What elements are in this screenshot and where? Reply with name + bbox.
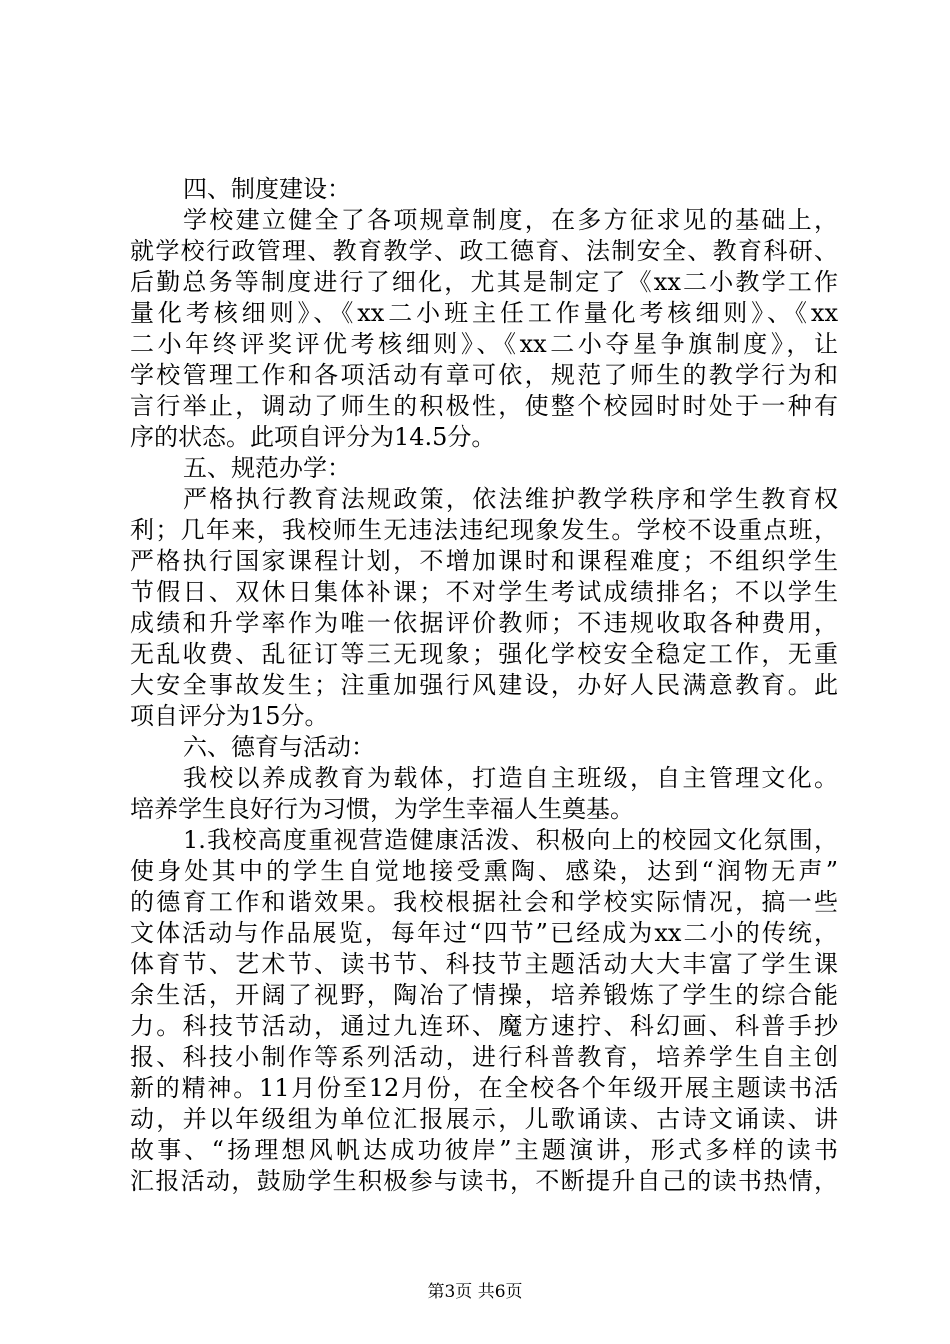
text-line: 使身处其中的学生自觉地接受熏陶、感染，达到“润物无声” <box>130 857 838 885</box>
text-line: 严格执行教育法规政策，依法维护教学秩序和学生教育权 <box>183 485 838 513</box>
document-body <box>130 174 838 1197</box>
page-footer <box>0 1282 950 1302</box>
text-line: 1.我校高度重视营造健康活泼、积极向上的校园文化氛围， <box>183 826 838 854</box>
text-line: 项自评分为15分。 <box>130 702 329 730</box>
text-line: 动，并以年级组为单位汇报展示，儿歌诵读、古诗文诵读、讲 <box>130 1105 838 1133</box>
text-line: 余生活，开阔了视野，陶冶了情操，培养锻炼了学生的综合能 <box>130 981 838 1009</box>
text-line: 成绩和升学率作为唯一依据评价教师；不违规收取各种费用， <box>130 609 838 637</box>
text-line: 培养学生良好行为习惯，为学生幸福人生奠基。 <box>130 795 634 823</box>
text-line: 学校建立健全了各项规章制度，在多方征求见的基础上， <box>183 206 838 234</box>
page-number: 第3页 共6页 <box>427 1282 523 1302</box>
text-line: 无乱收费、乱征订等三无现象；强化学校安全稳定工作，无重 <box>130 640 838 668</box>
text-line: 大安全事故发生；注重加强行风建设，办好人民满意教育。此 <box>130 671 838 699</box>
text-line: 五、规范办学： <box>183 454 351 482</box>
text-line: 二小年终评奖评优考核细则》、《xx二小夺星争旗制度》，让 <box>130 330 838 358</box>
text-line: 的德育工作和谐效果。我校根据社会和学校实际情况，搞一些 <box>130 888 838 916</box>
text-line: 节假日、双休日集体补课；不对学生考试成绩排名；不以学生 <box>130 578 838 606</box>
text-line: 文体活动与作品展览，每年过“四节”已经成为xx二小的传统， <box>130 919 838 947</box>
text-line: 利；几年来，我校师生无违法违纪现象发生。学校不设重点班， <box>130 516 838 544</box>
text-line: 体育节、艺术节、读书节、科技节主题活动大大丰富了学生课 <box>130 950 838 978</box>
text-line: 六、德育与活动： <box>183 733 375 761</box>
text-line: 报、科技小制作等系列活动，进行科普教育，培养学生自主创 <box>130 1043 838 1071</box>
text-line: 序的状态。此项自评分为14.5分。 <box>130 423 496 451</box>
text-line: 就学校行政管理、教育教学、政工德育、法制安全、教育科研、 <box>130 237 838 265</box>
text-line: 力。科技节活动，通过九连环、魔方速拧、科幻画、科普手抄 <box>130 1012 838 1040</box>
text-line: 故事、“扬理想风帆达成功彼岸”主题演讲，形式多样的读书 <box>130 1136 838 1164</box>
text-line: 言行举止，调动了师生的积极性，使整个校园时时处于一种有 <box>130 392 838 420</box>
text-line: 新的精神。11月份至12月份，在全校各个年级开展主题读书活 <box>130 1074 838 1102</box>
text-line: 四、制度建设： <box>183 175 351 203</box>
text-line: 量化考核细则》、《xx二小班主任工作量化考核细则》、《xx <box>130 299 838 327</box>
text-line: 学校管理工作和各项活动有章可依，规范了师生的教学行为和 <box>130 361 838 389</box>
text-line: 我校以养成教育为载体，打造自主班级，自主管理文化。 <box>183 764 838 792</box>
text-line: 后勤总务等制度进行了细化，尤其是制定了《xx二小教学工作 <box>130 268 838 296</box>
text-line: 汇报活动，鼓励学生积极参与读书，不断提升自己的读书热情， <box>130 1167 838 1195</box>
text-line: 严格执行国家课程计划，不增加课时和课程难度；不组织学生 <box>130 547 838 575</box>
